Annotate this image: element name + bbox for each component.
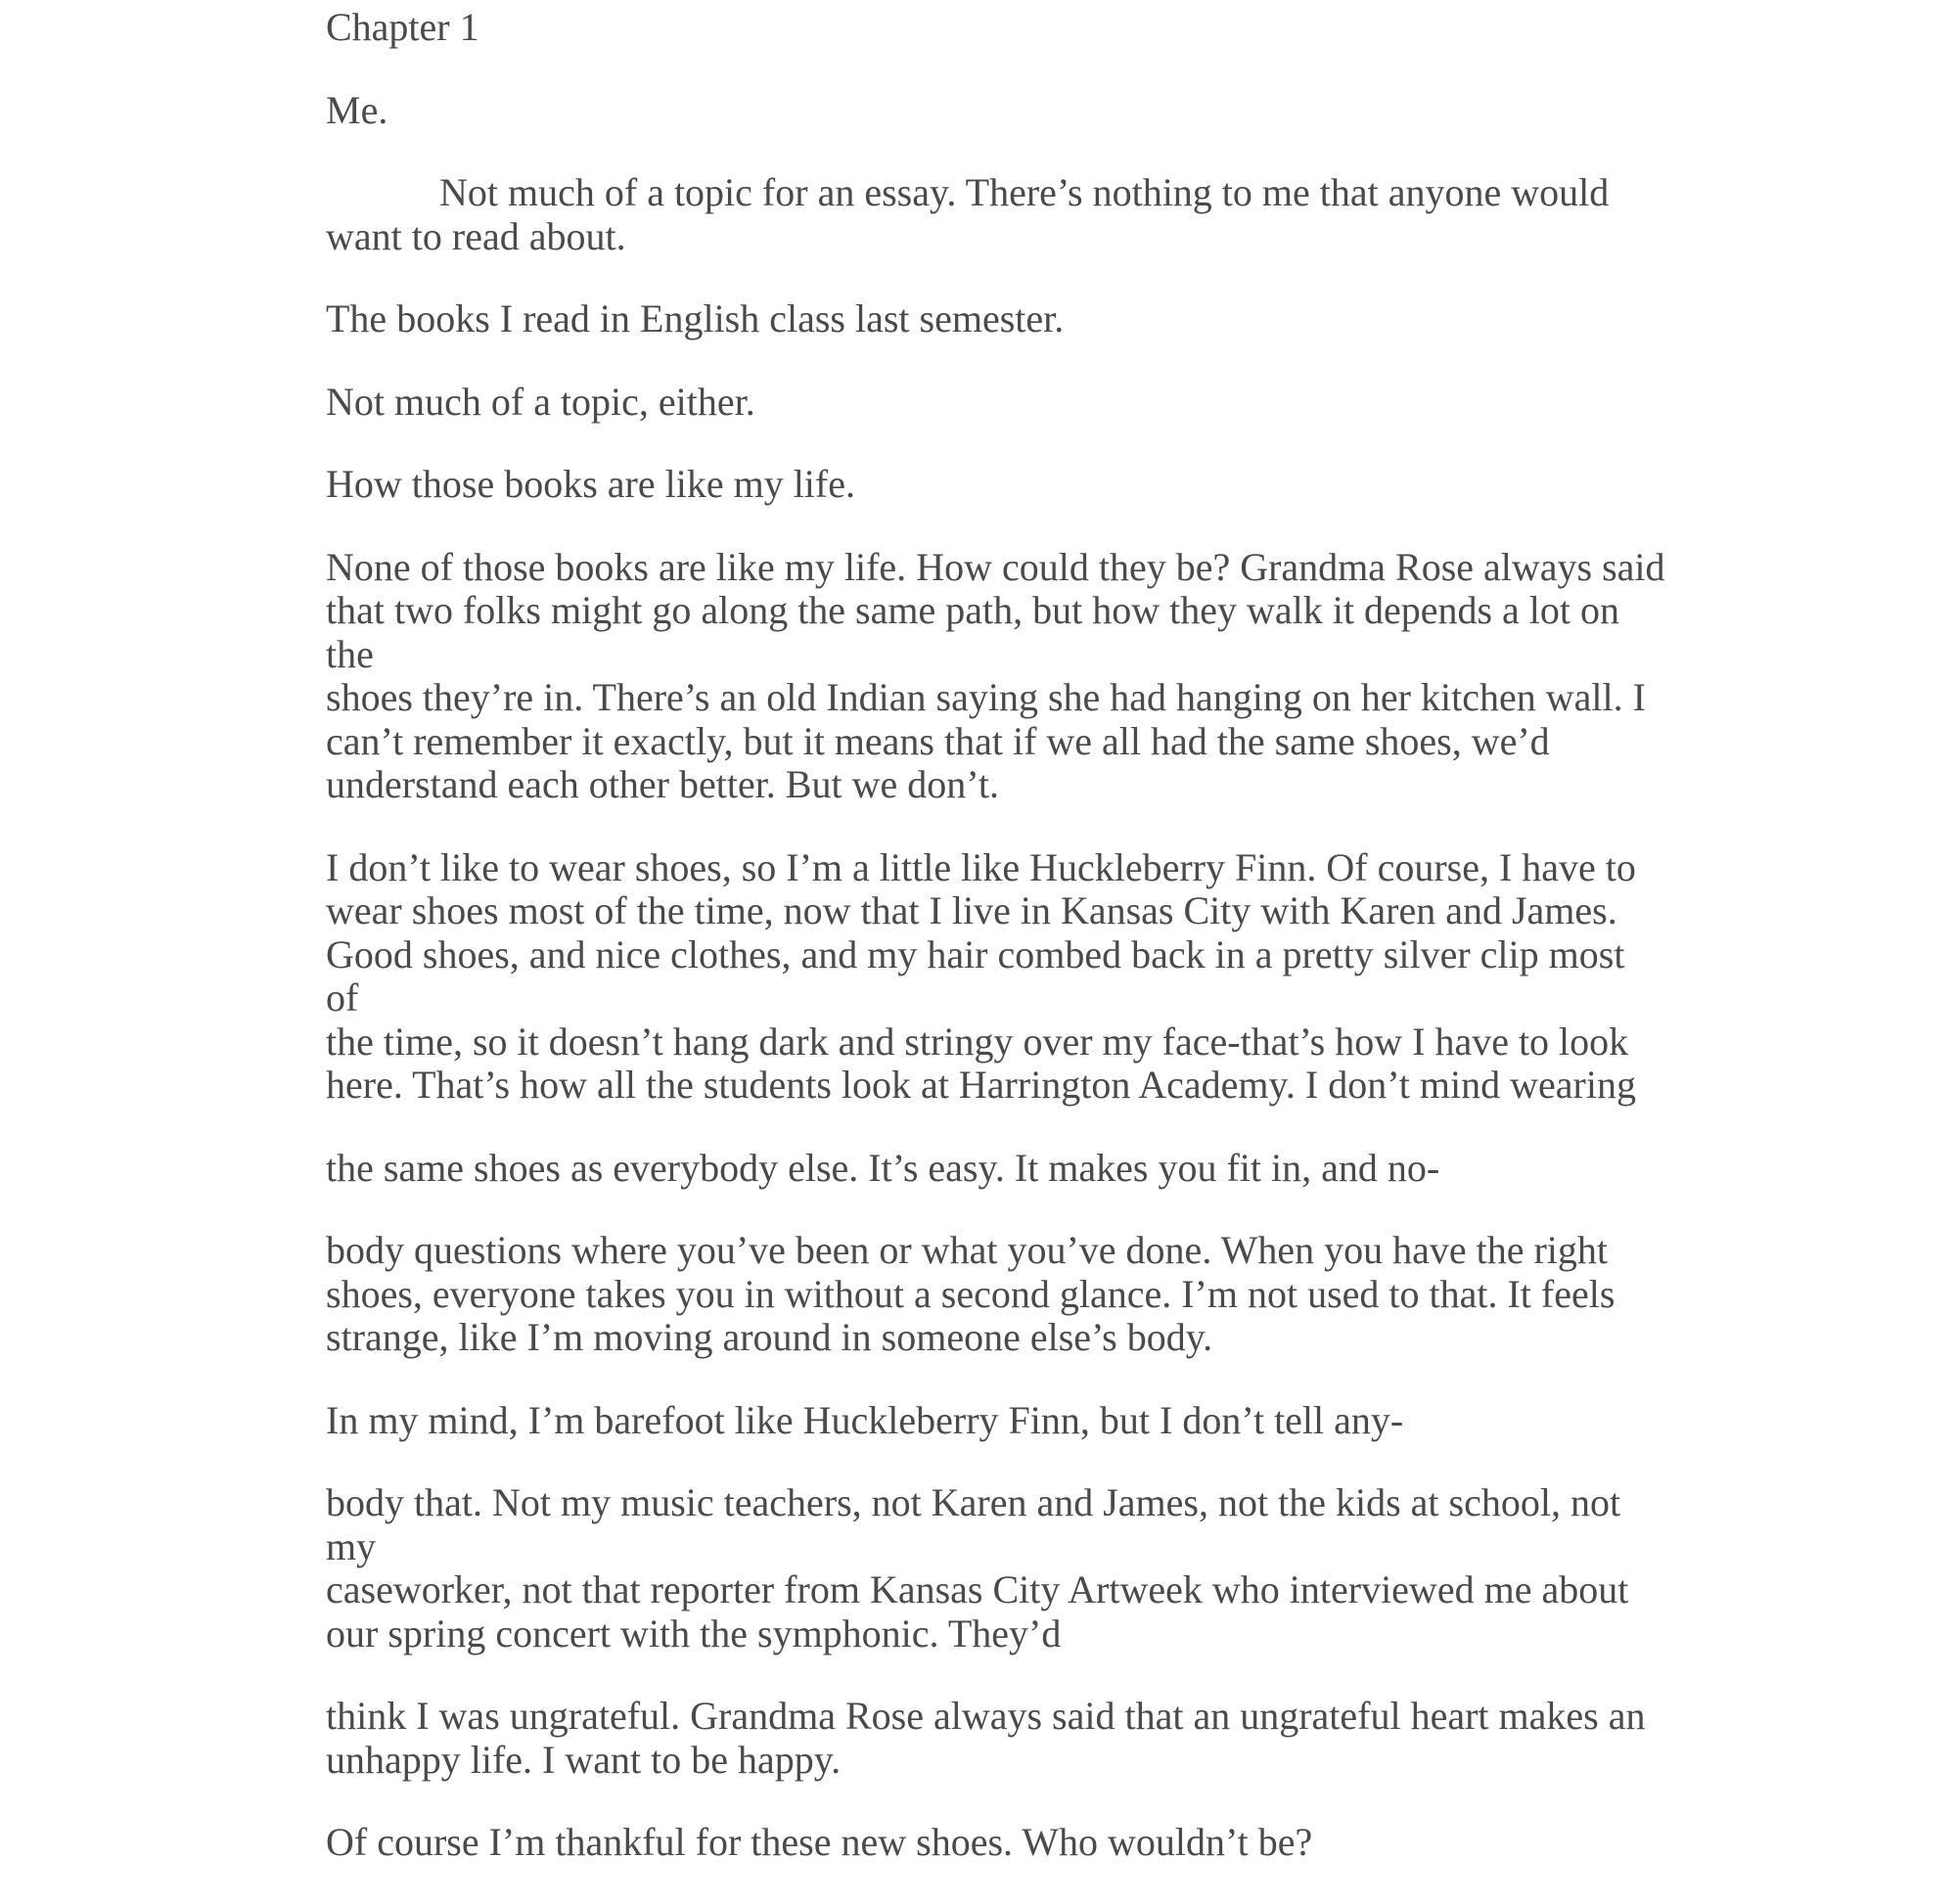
paragraph: None of those books are like my life. How could they be? Grandma Rose always said that two folks might go along the same path, but how they walk it depends a lot on the shoes they’re in. There’s an old Indian saying she had hanging on her kitchen wall. I can’t remember it exactly, but it means that if we all had the same shoes, we’d understand each other better. But we don’t.	[326, 544, 1665, 806]
paragraph: I don’t like to wear shoes, so I’m a little like Huckleberry Finn. Of course, I have to wear shoes most of the time, now that I live in Kansas City with Karen and James. Good shoes, and nice clothes, and my hair combed back in a pretty silver clip most of the time, so it doesn’t hang dark and stringy over my face-that’s how I have to look here. That’s how all the students look at Harrington Academy. I don’t mind wearing	[326, 844, 1636, 1107]
chapter-heading: Chapter 1	[326, 5, 479, 49]
paragraph: think I was ungrateful. Grandma Rose always said that an ungrateful heart makes an unhappy life. I want to be happy.	[326, 1694, 1646, 1782]
paragraph: In my mind, I’m barefoot like Huckleberry Finn, but I don’t tell any-	[326, 1397, 1404, 1442]
paragraph: the same shoes as everybody else. It’s easy. It makes you fit in, and no-	[326, 1145, 1440, 1190]
paragraph: body questions where you’ve been or what you’ve done. When you have the right shoes, everyone takes you in without a second glance. I’m not used to that. It feels strange, like I’m moving around in someone else’s body.	[326, 1228, 1616, 1359]
paragraph: Not much of a topic for an essay. There’s nothing to me that anyone would want to read about.	[326, 170, 1610, 258]
paragraph: The books I read in English class last semester.	[326, 296, 1065, 340]
paragraph: Of course I’m thankful for these new shoes. Who wouldn’t be?	[326, 1820, 1313, 1864]
paragraph: Me.	[326, 87, 388, 132]
document-page	[326, 0, 1666, 1904]
paragraph: How those books are like my life.	[326, 462, 855, 506]
paragraph: body that. Not my music teachers, not Karen and James, not the kids at school, not my caseworker, not that reporter from Kansas City Artweek who interviewed me about our spring concert with the symphonic. They’d	[326, 1480, 1629, 1655]
paragraph: Not much of a topic, either.	[326, 379, 755, 424]
